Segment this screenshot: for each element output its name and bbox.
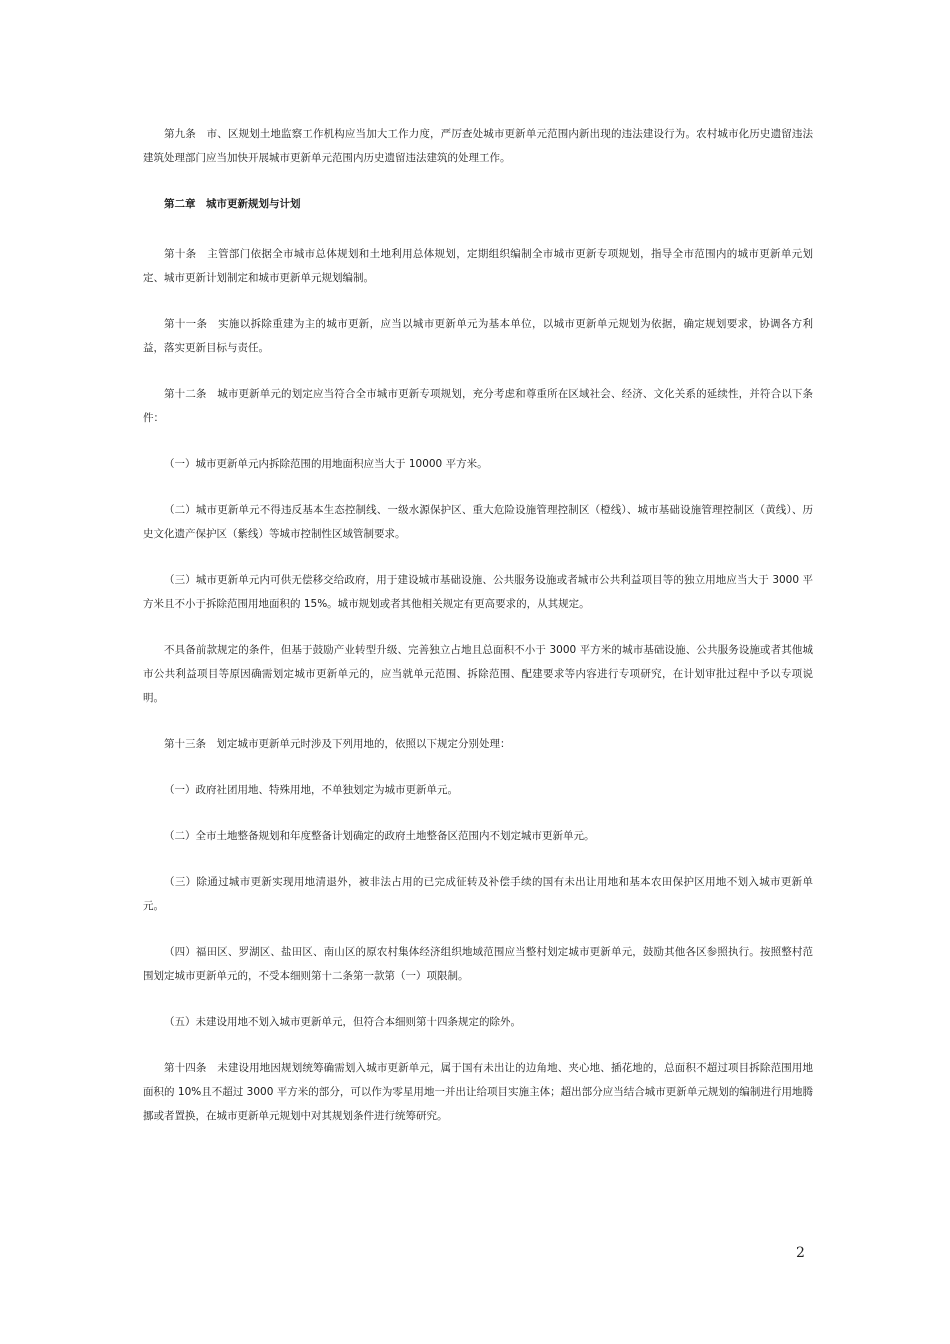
article-11: 第十一条 实施以拆除重建为主的城市更新，应当以城市更新单元为基本单位，以城市更新单元规划为依据，确定规划要求，协调各方利益，落实更新目标与责任。 [143,318,813,354]
page-number: 2 [796,1245,805,1261]
article-12-item-3: （三）城市更新单元内可供无偿移交给政府，用于建设城市基础设施、公共服务设施或者城市公共利益项目等的独立用地应当大于 3000 平方米且不小于拆除范围用地面积的 15%。城市规划或者其他相关规定有更高要求的，从其规定。 [143,574,813,610]
article-13-item-5: （五）未建设用地不划入城市更新单元，但符合本细则第十四条规定的除外。 [164,1016,521,1028]
article-12-exception: 不具备前款规定的条件，但基于鼓励产业转型升级、完善独立占地且总面积不小于 3000 平方米的城市基础设施、公共服务设施或者其他城市公共利益项目等原因确需划定城市更新单元的，应当就单元范围、拆除范围、配建要求等内容进行专项研究，在计划审批过程中予以专项说明。 [143,644,813,704]
article-13: 第十三条 划定城市更新单元时涉及下列用地的，依照以下规定分别处理： [164,738,511,750]
article-13-item-2: （二）全市土地整备规划和年度整备计划确定的政府土地整备区范围内不划定城市更新单元。 [164,830,595,842]
article-12: 第十二条 城市更新单元的划定应当符合全市城市更新专项规划，充分考虑和尊重所在区域社会、经济、文化关系的延续性，并符合以下条件： [143,388,813,424]
article-12-item-1: （一）城市更新单元内拆除范围的用地面积应当大于 10000 平方米。 [164,458,488,470]
article-13-item-3: （三）除通过城市更新实现用地清退外，被非法占用的已完成征转及补偿手续的国有未出让用地和基本农田保护区用地不划入城市更新单元。 [143,876,813,912]
article-13-item-4: （四）福田区、罗湖区、盐田区、南山区的原农村集体经济组织地域范围应当整村划定城市更新单元，鼓励其他各区参照执行。按照整村范围划定城市更新单元的，不受本细则第十二条第一款第（一）项限制。 [143,946,813,982]
article-14: 第十四条 未建设用地因规划统筹确需划入城市更新单元，属于国有未出让的边角地、夹心地、插花地的，总面积不超过项目拆除范围用地面积的 10%且不超过 3000 平方米的部分，可以作为零星用地一并出让给项目实施主体；超出部分应当结合城市更新单元规划的编制进行用地腾挪或者置换，在城市更新单元规划中对其规划条件进行统筹研究。 [143,1062,813,1122]
article-12-item-2: （二）城市更新单元不得违反基本生态控制线、一级水源保护区、重大危险设施管理控制区（橙线）、城市基础设施管理控制区（黄线）、历史文化遗产保护区（紫线）等城市控制性区域管制要求。 [143,504,813,540]
document-body [143,122,813,1150]
article-9: 第九条 市、区规划土地监察工作机构应当加大工作力度，严厉查处城市更新单元范围内新出现的违法建设行为。农村城市化历史遗留违法建筑处理部门应当加快开展城市更新单元范围内历史遗留违法建筑的处理工作。 [143,128,813,164]
chapter-2-heading: 第二章 城市更新规划与计划 [164,198,301,210]
article-10: 第十条 主管部门依据全市城市总体规划和土地利用总体规划，定期组织编制全市城市更新专项规划，指导全市范围内的城市更新单元划定、城市更新计划制定和城市更新单元规划编制。 [143,248,813,284]
article-13-item-1: （一）政府社团用地、特殊用地，不单独划定为城市更新单元。 [164,784,458,796]
